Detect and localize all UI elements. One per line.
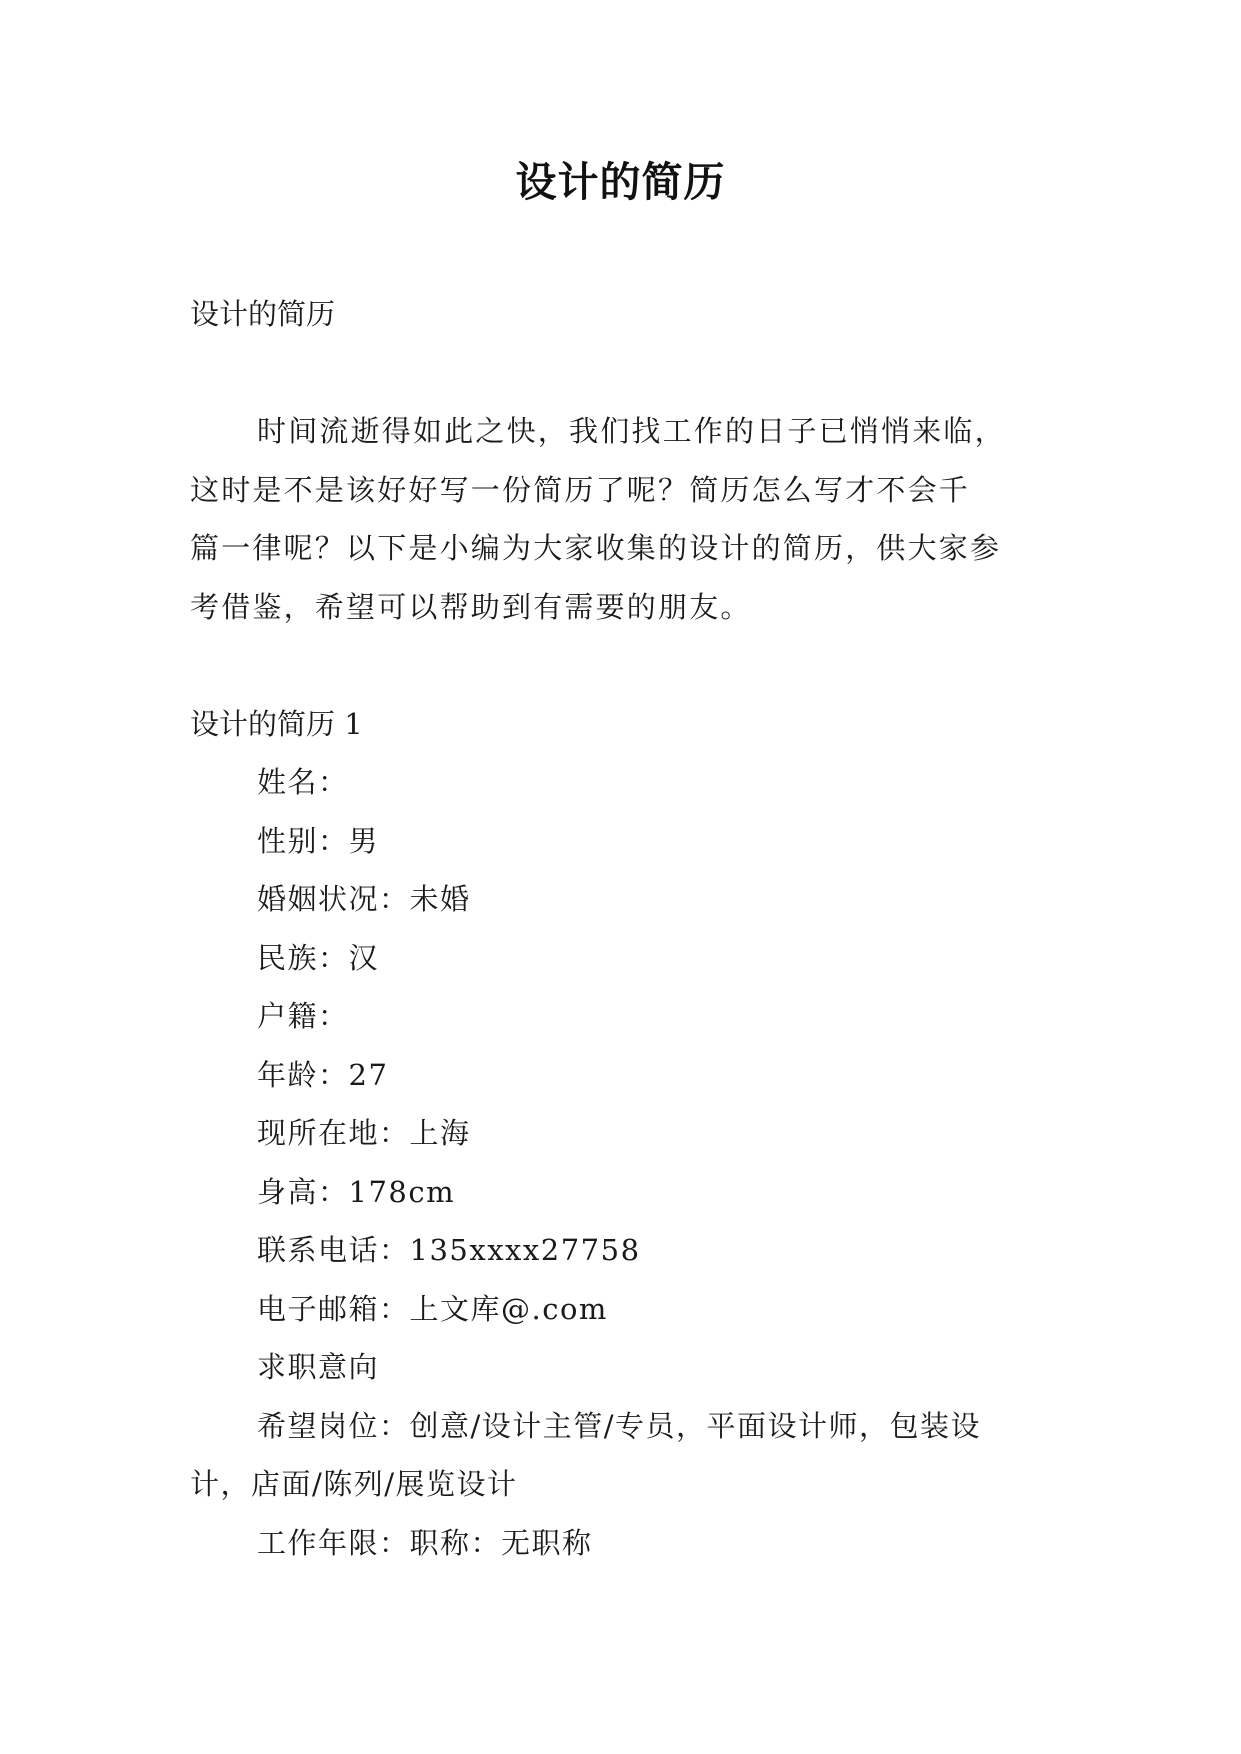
document-subtitle: 设计的简历 xyxy=(190,297,336,331)
field-work-years: 工作年限：职称：无职称 xyxy=(257,1525,593,1560)
intro-paragraph xyxy=(190,402,1060,636)
spacer xyxy=(190,344,1060,403)
field-phone: 联系电话：135xxxx27758 xyxy=(257,1233,641,1267)
field-marital-status: 婚姻状况：未婚 xyxy=(257,882,471,916)
field-household-registration: 户籍： xyxy=(257,999,349,1033)
job-intention-heading: 求职意向 xyxy=(257,1350,380,1384)
field-age: 年龄：27 xyxy=(257,1057,389,1092)
field-gender: 性别：男 xyxy=(257,823,380,858)
field-email: 电子邮箱：上文库@.com xyxy=(257,1291,608,1326)
field-height: 身高：178cm xyxy=(257,1174,456,1209)
spacer xyxy=(190,636,1060,695)
document-body xyxy=(190,285,1060,1572)
intro-line: 考借鉴，希望可以帮助到有需要的朋友。 xyxy=(190,589,752,624)
field-desired-position-continued: 计，店面/陈列/展览设计 xyxy=(190,1467,518,1501)
intro-line: 篇一律呢？以下是小编为大家收集的设计的简历，供大家参 xyxy=(190,531,1002,565)
document-title: 设计的简历 xyxy=(515,158,726,206)
field-desired-position: 希望岗位：创意/设计主管/专员，平面设计师，包装设 xyxy=(257,1408,982,1443)
field-current-location: 现所在地：上海 xyxy=(257,1116,471,1150)
field-ethnicity: 民族：汉 xyxy=(257,940,380,975)
section-heading: 设计的简历 1 xyxy=(190,706,363,741)
intro-line: 时间流逝得如此之快，我们找工作的日子已悄悄来临， xyxy=(257,414,1006,448)
field-name: 姓名： xyxy=(257,765,349,799)
intro-line: 这时是不是该好好写一份简历了呢？简历怎么写才不会千 xyxy=(190,472,971,507)
